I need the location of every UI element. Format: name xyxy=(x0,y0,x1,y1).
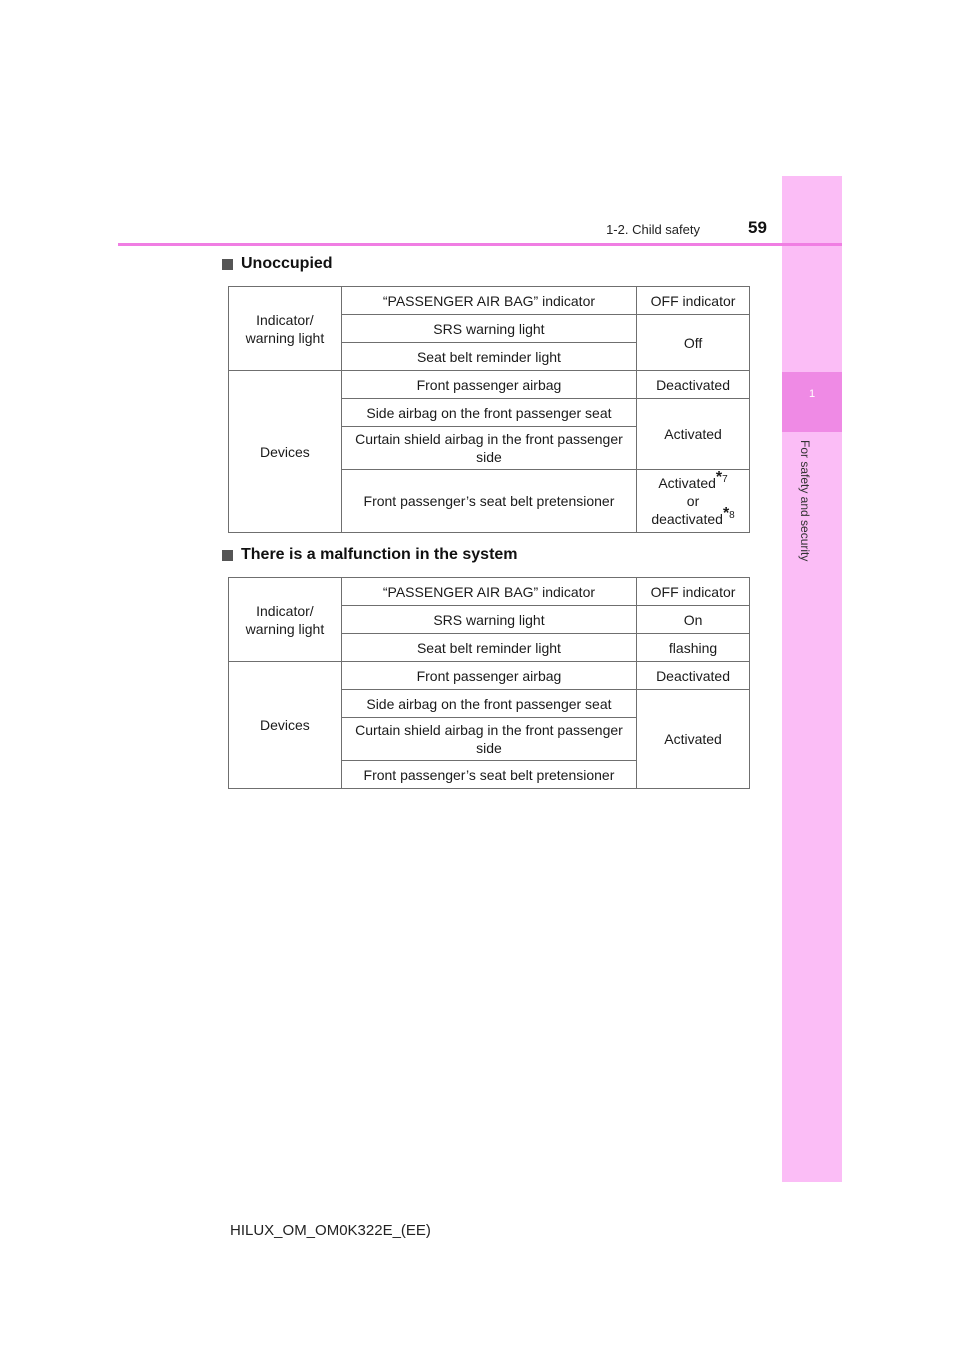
status-deactivated: Deactivated xyxy=(637,662,750,690)
item-curtain-shield-airbag: Curtain shield airbag in the front passenger side xyxy=(341,718,636,761)
item-front-passenger-airbag: Front passenger airbag xyxy=(341,371,636,399)
status-activated-text: Activated xyxy=(658,475,716,491)
chapter-tab xyxy=(782,176,842,1182)
section-heading-text: Unoccupied xyxy=(241,255,333,272)
status-table-unoccupied xyxy=(228,286,750,533)
chapter-tab-active-marker xyxy=(782,372,842,432)
item-seat-belt-reminder-light: Seat belt reminder light xyxy=(341,634,636,662)
status-on: On xyxy=(637,606,750,634)
header-rule xyxy=(118,243,842,246)
section-heading-unoccupied xyxy=(222,255,333,273)
item-seat-belt-pretensioner: Front passenger’s seat belt pretensioner xyxy=(341,470,636,533)
footnote-ref-7: *7 xyxy=(715,469,728,487)
section-name: 1-2. Child safety xyxy=(606,222,700,237)
item-side-airbag: Side airbag on the front passenger seat xyxy=(341,399,636,427)
document-code: HILUX_OM_OM0K322E_(EE) xyxy=(230,1222,431,1239)
section-heading-text: There is a malfunction in the system xyxy=(241,546,518,563)
status-activated: Activated xyxy=(637,690,750,789)
status-deactivated: Deactivated xyxy=(637,371,750,399)
table-row xyxy=(229,578,750,606)
status-off-indicator: OFF indicator xyxy=(637,578,750,606)
status-activated: Activated xyxy=(637,399,750,470)
item-seat-belt-reminder-light: Seat belt reminder light xyxy=(341,343,636,371)
status-table-malfunction xyxy=(228,577,750,789)
item-curtain-shield-airbag: Curtain shield airbag in the front passenger side xyxy=(341,427,636,470)
section-heading-malfunction xyxy=(222,546,518,564)
status-flashing: flashing xyxy=(637,634,750,662)
page-number: 59 xyxy=(748,218,767,237)
status-off: Off xyxy=(637,315,750,371)
item-side-airbag: Side airbag on the front passenger seat xyxy=(341,690,636,718)
table-row xyxy=(229,287,750,315)
item-srs-warning-light: SRS warning light xyxy=(341,315,636,343)
indicator-group-label: Indicator/ warning light xyxy=(229,578,342,662)
chapter-number: 1 xyxy=(808,388,816,400)
devices-group-label: Devices xyxy=(229,662,342,789)
chapter-title: For safety and security xyxy=(798,440,812,562)
item-passenger-airbag-indicator: “PASSENGER AIR BAG” indicator xyxy=(341,287,636,315)
indicator-group-label: Indicator/ warning light xyxy=(229,287,342,371)
table-row xyxy=(229,662,750,690)
status-off-indicator: OFF indicator xyxy=(637,287,750,315)
status-deactivated-text: deactivated xyxy=(651,511,723,527)
table-row xyxy=(229,371,750,399)
square-bullet-icon xyxy=(222,550,233,561)
footnote-ref-8: *8 xyxy=(722,505,735,523)
item-passenger-airbag-indicator: “PASSENGER AIR BAG” indicator xyxy=(341,578,636,606)
devices-group-label: Devices xyxy=(229,371,342,533)
item-front-passenger-airbag: Front passenger airbag xyxy=(341,662,636,690)
status-pretensioner xyxy=(637,470,750,533)
item-seat-belt-pretensioner: Front passenger’s seat belt pretensioner xyxy=(341,761,636,789)
status-or-text: or xyxy=(686,493,700,509)
item-srs-warning-light: SRS warning light xyxy=(341,606,636,634)
square-bullet-icon xyxy=(222,259,233,270)
